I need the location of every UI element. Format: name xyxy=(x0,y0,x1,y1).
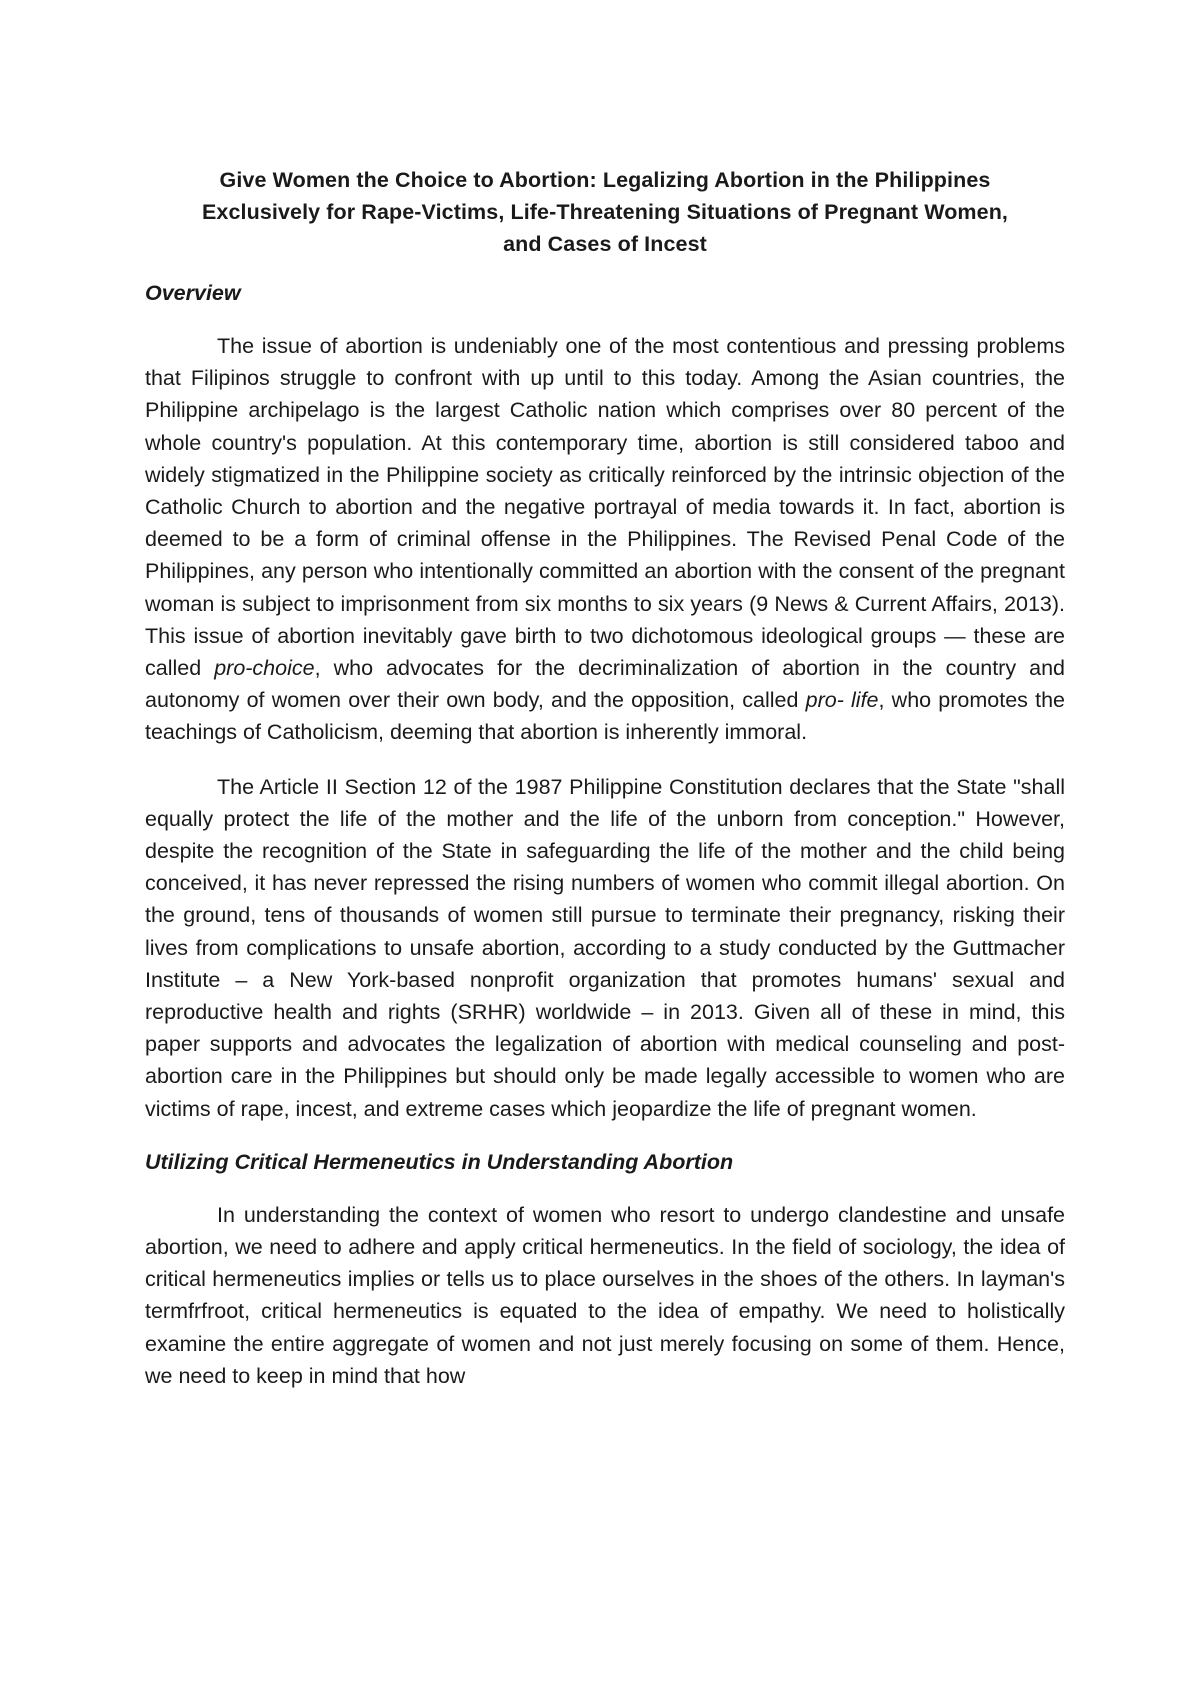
paragraph-overview-2: The Article II Section 12 of the 1987 Philippine Constitution declares that the State "shall equally protect the life of the mother and the life of the unborn from conception." However, despite the recognition of the State in safeguarding the life of the mother and the child being conceived, it has never repressed the rising numbers of women who commit illegal abortion. On the ground, tens of thousands of women still pursue to terminate their pregnancy, risking their lives from complications to unsafe abortion, according to a study conducted by the Guttmacher Institute – a New York-based nonprofit organization that promotes humans' sexual and reproductive health and rights (SRHR) worldwide – in 2013. Given all of these in mind, this paper supports and advocates the legalization of abortion with medical counseling and post- abortion care in the Philippines but should only be made legally accessible to women who are victims of rape, incest, and extreme cases which jeopardize the life of pregnant women. xyxy=(145,774,1065,1121)
paragraph-hermeneutics-1: In understanding the context of women who resort to undergo clandestine and unsafe abortion, we need to adhere and apply critical hermeneutics. In the field of sociology, the idea of critical hermeneutics implies or tells us to place ourselves in the shoes of the others. In layman's termfrfroot, critical hermeneutics is equated to the idea of empathy. We need to holistically examine the entire aggregate of women and not just merely focusing on some of them. Hence, we need to keep in mind that how xyxy=(145,1202,1065,1388)
paragraph-text: , who promotes the teachings of Catholicism, deeming that abortion is inherently immoral. xyxy=(145,688,1065,745)
title-line-3: and Cases of Incest xyxy=(503,232,707,256)
section-heading-overview: Overview xyxy=(145,281,241,305)
section-heading-critical-hermeneutics: Utilizing Critical Hermeneutics in Understanding Abortion xyxy=(145,1149,734,1174)
title-line-1: Give Women the Choice to Abortion: Legalizing Abortion in the Philippines xyxy=(219,168,991,192)
italic-term-pro-life: pro- life xyxy=(805,688,879,713)
title-line-2: Exclusively for Rape-Victims, Life-Threatening Situations of Pregnant Women, xyxy=(201,200,1009,224)
italic-term-pro-choice: pro-choice xyxy=(214,656,315,681)
paragraph-overview-1 xyxy=(145,330,1065,749)
paragraph-text: The issue of abortion is undeniably one of the most contentious and pressing problems that Filipinos struggle to confront with up until to this today. Among the Asian countries, the Philippine archipelago is the largest Catholic nation which comprises over 80 percent of the whole country's population. At this contemporary time, abortion is still considered taboo and widely stigmatized in the Philippine society as critically reinforced by the intrinsic objection of the Catholic Church to abortion and the negative portrayal of media towards it. In fact, abortion is deemed to be a form of criminal offense in the Philippines. The Revised Penal Code of the Philippines, any person who intentionally committed an abortion with the consent of the pregnant woman is subject to imprisonment from six months to six years (9 News & Current Affairs, 2013). This issue of abortion inevitably gave birth to two dichotomous ideological groups — these are called xyxy=(145,334,1065,681)
paragraph-text: , who advocates for the decriminalization of abortion in the country and autonomy of women over their own body, and the opposition, called xyxy=(145,656,1065,713)
document-title xyxy=(145,164,1065,260)
